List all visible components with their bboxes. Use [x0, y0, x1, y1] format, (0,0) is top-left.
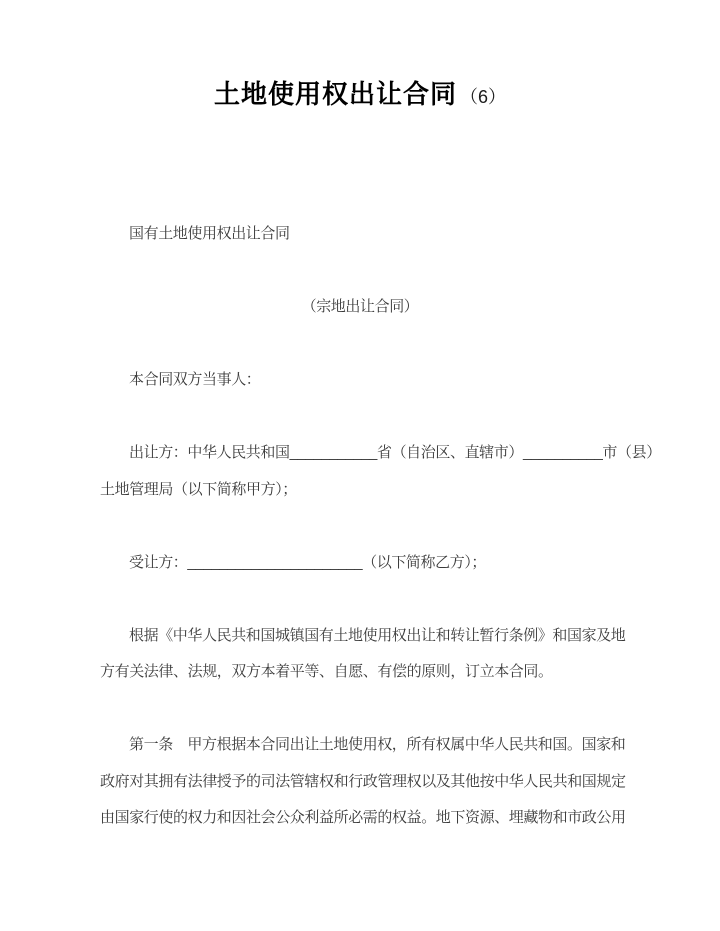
document-title-main: 土地使用权出让合同 — [213, 79, 457, 109]
document-line: 第一条 甲方根据本合同出让土地使用权，所有权属中华人民共和国。国家和 — [129, 736, 626, 753]
document-line: （宗地出让合同） — [301, 298, 419, 315]
document-body — [100, 216, 661, 837]
document-line: 根据《中华人民共和国城镇国有土地使用权出让和转让暂行条例》和国家及地 — [129, 626, 626, 644]
document-line: 出让方：中华人民共和国___________省（自治区、直辖市）__________市（县） — [129, 444, 661, 461]
document-blank-line — [100, 508, 620, 545]
document-line: 土地管理局（以下简称甲方）； — [100, 480, 297, 498]
document-blank-line — [100, 581, 620, 618]
document-blank-line — [100, 326, 620, 363]
document-blank-line — [100, 691, 620, 728]
document-line: 方有关法律、法规，双方本着平等、自愿、有偿的原则，订立本合同。 — [100, 663, 553, 680]
document-blank-line — [100, 399, 620, 436]
document-line: 国有土地使用权出让合同 — [129, 225, 290, 242]
document-line: 受让方：______________________（以下简称乙方）； — [129, 553, 487, 571]
document-title — [0, 76, 720, 115]
document-title-suffix: （6） — [460, 87, 507, 107]
document-line: 由国家行使的权力和因社会公众利益所必需的权益。地下资源、埋藏物和市政公用 — [100, 809, 626, 826]
document-line: 政府对其拥有法律授予的司法管辖权和行政管理权以及其他按中华人民共和国规定 — [100, 772, 626, 790]
document-blank-line — [100, 253, 620, 290]
document-line: 本合同双方当事人： — [129, 371, 261, 388]
